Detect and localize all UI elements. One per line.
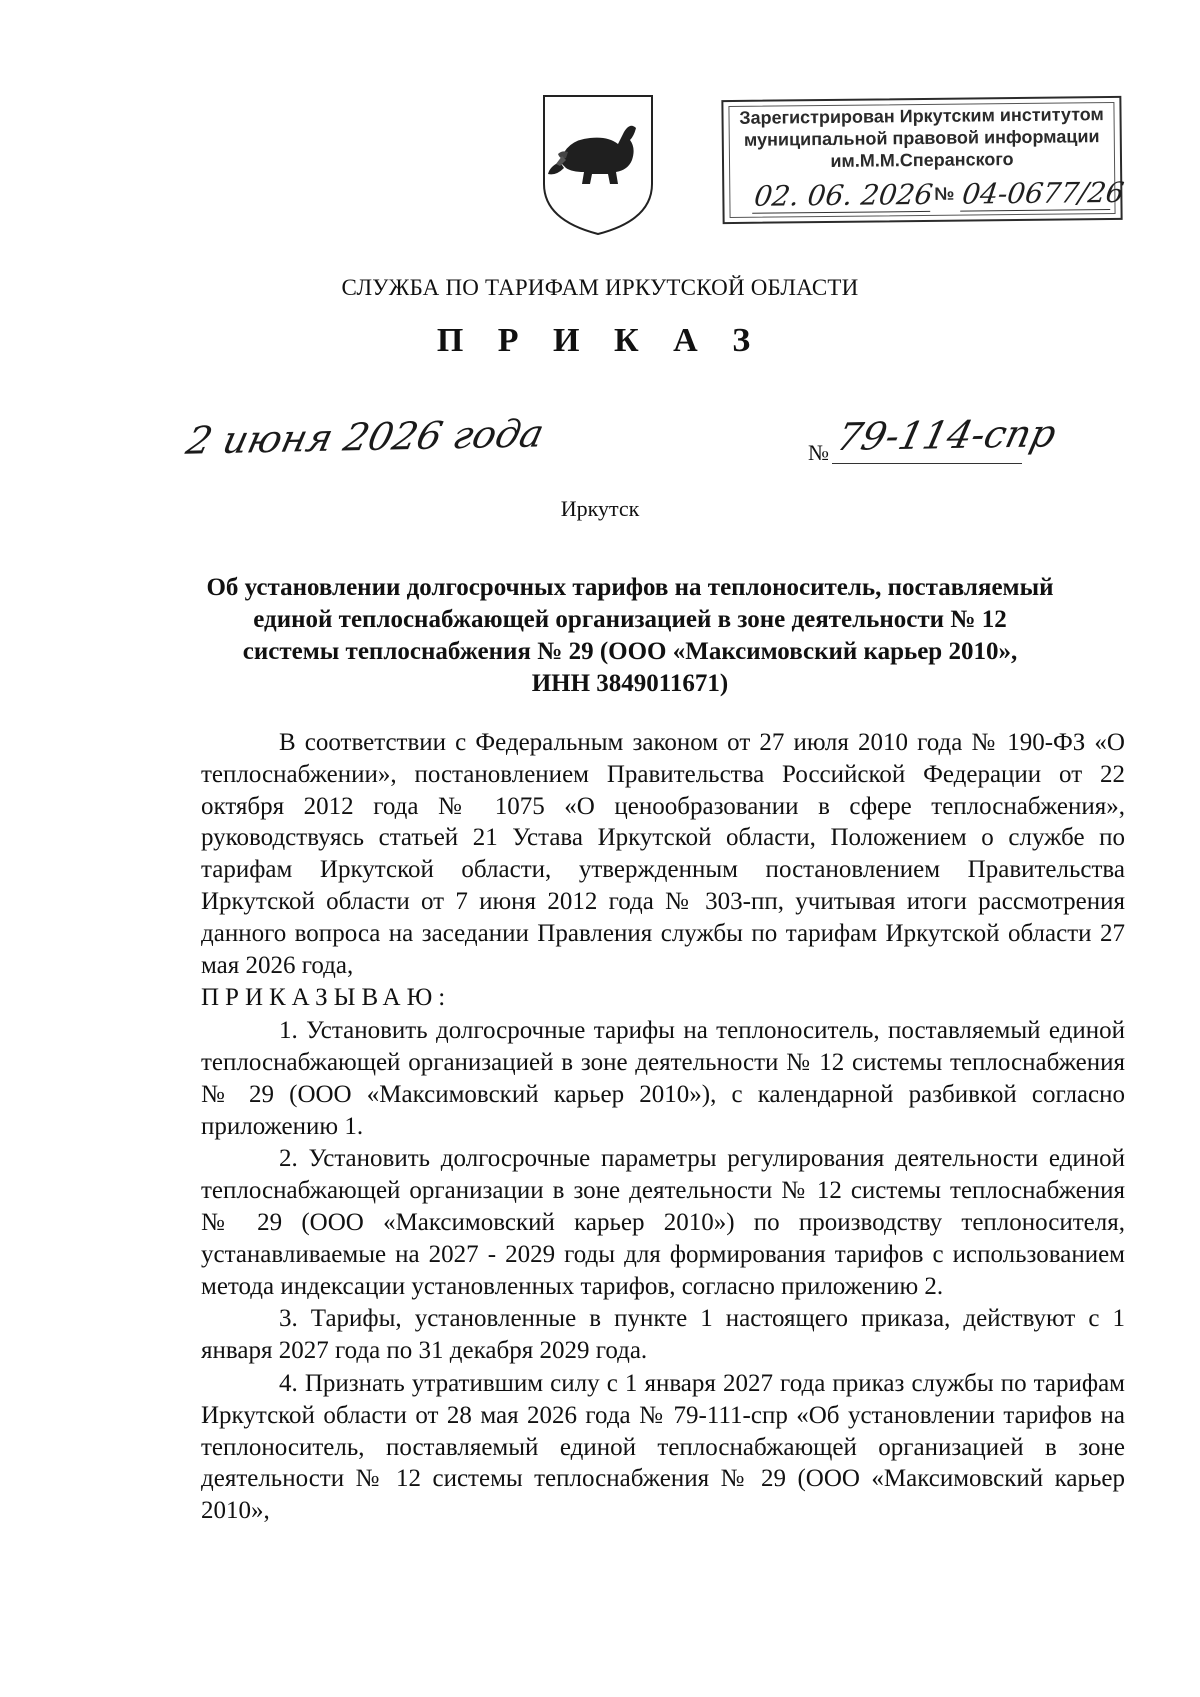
registration-stamp [721, 96, 1126, 224]
order-item-4: 4. Признать утратившим силу с 1 января 2027 года приказ службы по тарифам Иркутской области от 28 мая 2026 года № 79-111-спр «Об установлении тарифов на теплоноситель, поставляемый единой теплоснабжающей организацией в зоне деятельности № 12 системы теплоснабжения № 29 (ООО «Максимовский карьер 2010», [201, 1369, 1125, 1525]
stamp-line-1: Зарегистрирован Иркутским институтом [739, 104, 1104, 128]
title-line: ИНН 3849011671) [531, 670, 729, 697]
title-line: единой теплоснабжающей организацией в зоне деятельности № 12 [253, 606, 1007, 633]
order-number-underline [832, 463, 1022, 464]
document-body [201, 727, 1125, 1527]
stamp-number-label: № [934, 183, 955, 204]
order-item-1: 1. Установить долгосрочные тарифы на теплоноситель, поставляемый единой теплоснабжающей организацией в зоне деятельности № 12 системы теплоснабжения № 29 (ООО «Максимовский карьер 2010»), с календарной разбивкой согласно приложению 1. [201, 1017, 1125, 1140]
order-item-2: 2. Установить долгосрочные параметры регулирования деятельности единой теплоснабжающей организации в зоне деятельности № 12 системы теплоснабжения № 29 (ООО «Максимовский карьер 2010») по производству теплоносителя, устанавливаемые на 2027 - 2029 годы для формирования тарифов с использованием метода индексации установленных тарифов, согласно приложению 2. [201, 1145, 1125, 1300]
stamp-number: 04-0677/26 [960, 175, 1126, 211]
coat-of-arms-emblem [538, 92, 658, 238]
handwritten-date: 2 июня 2026 года [182, 411, 549, 463]
handwritten-order-number: 79-114-спр [832, 411, 1061, 460]
order-number-label: № [808, 440, 829, 465]
stamp-line-3: им.М.М.Сперанского [830, 149, 1014, 171]
title-line: системы теплоснабжения № 29 (ООО «Максимовский карьер 2010», [242, 638, 1018, 665]
title-line: Об установлении долгосрочных тарифов на теплоноситель, поставляемый [206, 574, 1054, 601]
document-title [190, 572, 1070, 700]
city: Иркутск [560, 496, 640, 521]
document-type: П Р И К А З [436, 322, 764, 359]
order-item-3: 3. Тарифы, установленные в пункте 1 настоящего приказа, действуют с 1 января 2027 года по 31 декабря 2029 года. [201, 1305, 1125, 1365]
stamp-registration-row [734, 175, 1126, 216]
order-word: ПРИКАЗЫВАЮ: [201, 984, 452, 1012]
stamp-line-2: муниципальной правовой информации [743, 126, 1100, 150]
preamble-paragraph: В соответствии с Федеральным законом от 27 июля 2010 года № 190-ФЗ «О теплоснабжении», постановлением Правительства Российской Федерации от 22 октября 2012 года № 1075 «О ценообразовании в сфере теплоснабжения», руководствуясь статьей 21 Устава Иркутской области, Положением о службе по тарифам Иркутской области, утвержденным постановлением Правительства Иркутской области от 7 июня 2012 года № 303-пп, учитывая итоги рассмотрения данного вопроса на заседании Правления службы по тарифам Иркутской области 27 мая 2026 года, [201, 729, 1125, 979]
agency-name: СЛУЖБА ПО ТАРИФАМ ИРКУТСКОЙ ОБЛАСТИ [341, 275, 859, 300]
stamp-date: 02. 06. 2026 [752, 177, 935, 213]
